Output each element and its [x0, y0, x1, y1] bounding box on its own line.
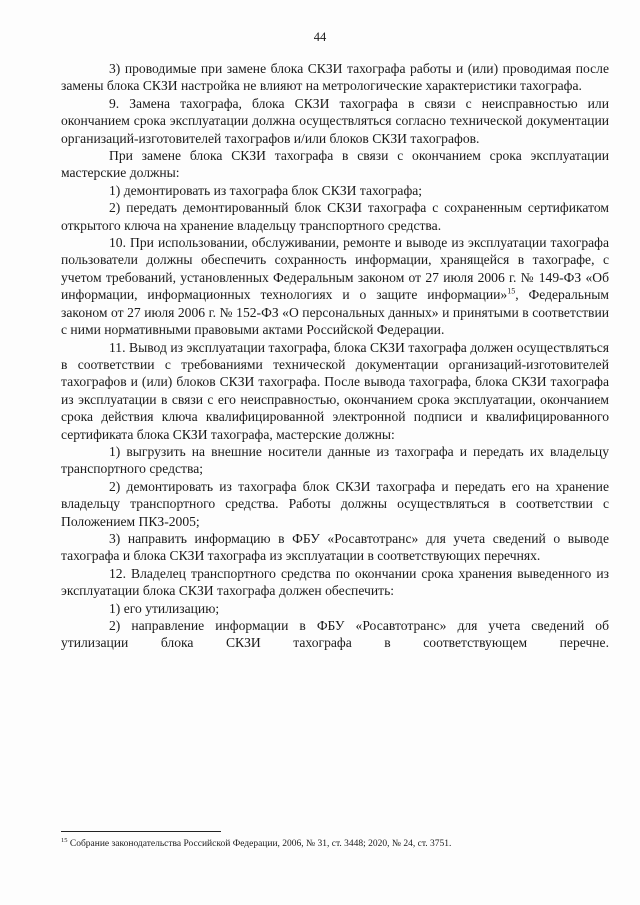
paragraph: При замене блока СКЗИ тахографа в связи с окончанием срока эксплуатации мастерские должны:: [61, 148, 609, 181]
paragraph: 1) демонтировать из тахографа блок СКЗИ тахографа;: [109, 182, 423, 198]
paragraph: 12. Владелец транспортного средства по окончании срока хранения выведенного из эксплуатации блока СКЗИ тахографа должен обеспечить:: [61, 565, 609, 599]
paragraph-text-continued: , Федеральным законом от 27 июля 2006 г. № 152-ФЗ «О персональных данных» и принятыми в соответствии с ними нормативными правовыми актами Российской Федерации.: [61, 287, 609, 338]
footnote-divider: [61, 831, 221, 832]
page-number: 44: [313, 30, 327, 44]
paragraph: 3) проводимые при замене блока СКЗИ тахографа работы и (или) проводимая после замены блока СКЗИ настройка не влияют на метрологические характеристики тахографа.: [61, 61, 609, 94]
paragraph: 1) его утилизацию;: [109, 600, 220, 616]
paragraph: 11. Вывод из эксплуатации тахографа, блока СКЗИ тахографа должен осуществляться в соответствии с требованиями технической документации организаций-изготовителей тахографов и (или) блоков СКЗИ тахографа. После вывода тахографа, блока СКЗИ тахографа из эксплуатации в связи с его неисправностью, окончанием срока эксплуатации, окончанием срока действия ключа квалифицированной электронной подписи и квалифицированного сертификата блока СКЗИ тахографа, мастерские должны:: [61, 339, 609, 442]
footnote: [61, 838, 609, 850]
paragraph-10: [61, 234, 609, 338]
footnote-marker: 15: [61, 836, 68, 844]
footnote-reference: 15: [507, 286, 516, 296]
paragraph: 3) направить информацию в ФБУ «Росавтотранс» для учета сведений о выводе тахографа и блока СКЗИ тахографа из эксплуатации в соответствующих перечнях.: [61, 530, 609, 564]
paragraph: 2) демонтировать из тахографа блок СКЗИ тахографа и передать его на хранение владельцу транспортного средства. Работы должны осуществляться в соответствии с Положением ПКЗ-2005;: [61, 478, 609, 529]
paragraph: 2) передать демонтированный блок СКЗИ тахографа с сохраненным сертификатом открытого ключа на хранение владельцу транспортного средства.: [61, 200, 609, 233]
paragraph: 1) выгрузить на внешние носители данные из тахографа и передать их владельцу транспортного средства;: [61, 443, 609, 477]
paragraph: 9. Замена тахографа, блока СКЗИ тахографа в связи с неисправностью или окончанием срока эксплуатации должна осуществляться согласно технической документации организаций-изготовителей тахографов и/или блоков СКЗИ тахографов.: [61, 95, 609, 146]
paragraph-text: 10. При использовании, обслуживании, ремонте и выводе из эксплуатации тахографа пользователи должны обеспечить сохранность информации, хранящейся в тахографе, с учетом требований, установленных Федеральным законом от 27 июля 2006 г. № 149-ФЗ «Об информации, информационных технологиях и о защите информации»: [61, 235, 609, 303]
paragraph: 2) направление информации в ФБУ «Росавтотранс» для учета сведений об утилизации блока СКЗИ тахографа в соответствующем перечне.: [61, 618, 609, 651]
footnote-text: Собрание законодательства Российской Федерации, 2006, № 31, ст. 3448; 2020, № 24, ст. 3751.: [67, 839, 452, 849]
document-body: [61, 60, 609, 652]
